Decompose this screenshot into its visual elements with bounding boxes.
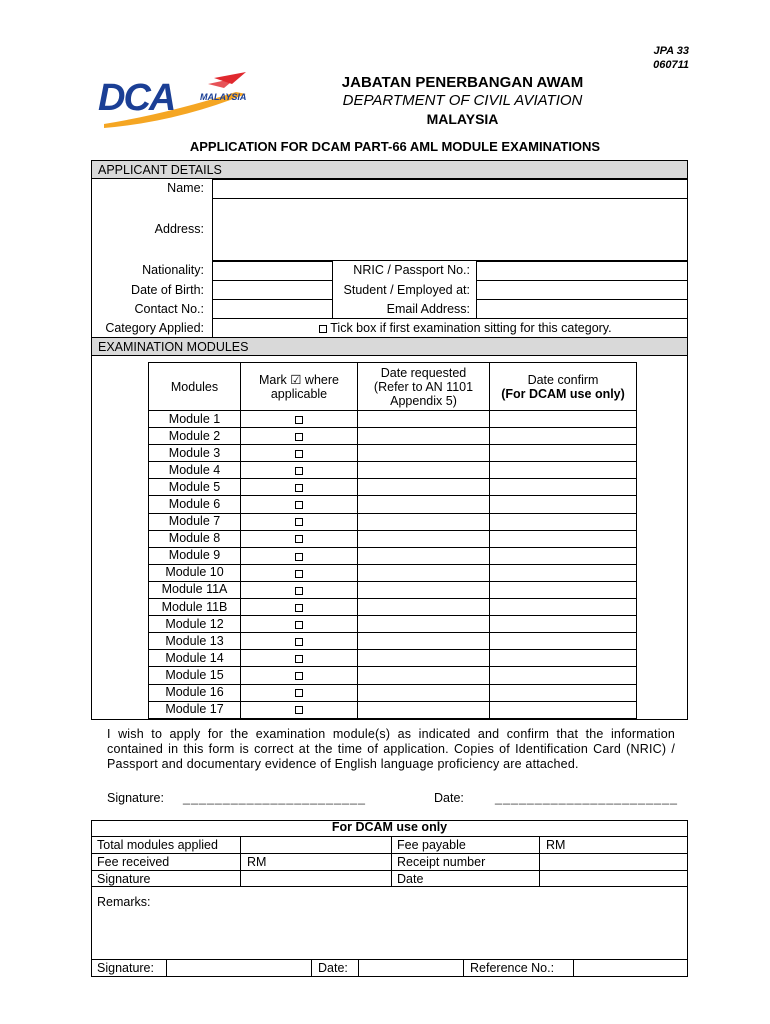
nric-label: NRIC / Passport No.: [353,263,470,277]
address-field[interactable] [212,198,688,261]
dcam-signature-label: Signature [97,872,151,886]
module-checkbox[interactable] [295,689,303,697]
bottom-col-divider [358,959,359,976]
module-checkbox[interactable] [295,501,303,509]
module-mark-cell [241,684,358,701]
module-mark-cell [241,667,358,684]
svg-text:DCA: DCA [98,77,175,119]
col-date-requested [358,363,490,411]
module-checkbox[interactable] [295,706,303,714]
module-row [149,496,637,513]
fee-received-label: Fee received [97,855,170,869]
date-requested-cell[interactable] [358,564,490,581]
fee-received-value: RM [247,855,267,869]
svg-text:MALAYSIA: MALAYSIA [200,92,247,102]
date-requested-cell[interactable] [358,684,490,701]
date-requested-cell[interactable] [358,599,490,616]
module-checkbox[interactable] [295,416,303,424]
module-row [149,530,637,547]
first-sitting-tick [319,321,612,335]
date-confirm-cell[interactable] [490,513,637,530]
module-checkbox[interactable] [295,655,303,663]
module-row [149,650,637,667]
module-name: Module 11B [149,599,241,616]
module-row [149,547,637,564]
module-mark-cell [241,633,358,650]
applicant-date-line[interactable]: _______________________ [495,791,678,805]
declaration-text: I wish to apply for the examination module(s) as indicated and confirm that the information contained in this form is correct at the time of application. Copies of Identification Card (NRIC) / Passport and documentary evidence of English language proficiency are attached. [107,727,675,771]
date-requested-cell[interactable] [358,479,490,496]
module-mark-cell [241,581,358,598]
department-heading [320,74,605,128]
dcam-divider [91,836,688,837]
dcam-col-divider [539,836,540,886]
department-country: MALAYSIA [426,111,499,127]
date-confirm-cell[interactable] [490,428,637,445]
fee-payable-label: Fee payable [397,838,466,852]
module-checkbox[interactable] [295,638,303,646]
student-field[interactable] [476,280,688,300]
module-name: Module 10 [149,564,241,581]
nationality-label: Nationality: [142,263,204,277]
date-requested-cell[interactable] [358,667,490,684]
exam-modules-header: EXAMINATION MODULES [92,338,687,356]
module-mark-cell [241,701,358,718]
module-row [149,462,637,479]
remarks-label: Remarks: [97,895,151,909]
date-confirm-cell[interactable] [490,581,637,598]
module-name: Module 3 [149,445,241,462]
module-mark-cell [241,650,358,667]
module-row [149,428,637,445]
date-requested-cell[interactable] [358,496,490,513]
module-mark-cell [241,599,358,616]
bottom-col-divider [463,959,464,976]
department-malay: JABATAN PENERBANGAN AWAM [341,74,584,91]
module-name: Module 9 [149,547,241,564]
applicant-signature-label: Signature: [107,791,164,805]
date-confirm-cell[interactable] [490,650,637,667]
dcam-date-label: Date [397,872,424,886]
student-label: Student / Employed at: [343,283,470,297]
module-name: Module 12 [149,616,241,633]
module-row [149,616,637,633]
module-mark-cell [241,411,358,428]
bottom-signature-label: Signature: [97,961,154,975]
module-name: Module 8 [149,530,241,547]
address-label: Address: [154,222,204,236]
date-confirm-cell[interactable] [490,462,637,479]
module-mark-cell [241,616,358,633]
form-code: JPA 33 [653,45,689,57]
nationality-field[interactable] [212,261,333,281]
module-name: Module 1 [149,411,241,428]
reference-no-label: Reference No.: [470,961,555,975]
form-title: APPLICATION FOR DCAM PART-66 AML MODULE EXAMINATIONS [189,139,601,154]
module-name: Module 5 [149,479,241,496]
module-row [149,513,637,530]
module-row [149,411,637,428]
module-checkbox[interactable] [295,450,303,458]
module-name: Module 15 [149,667,241,684]
module-mark-cell [241,564,358,581]
applicant-details-header: APPLICANT DETAILS [92,161,687,179]
date-confirm-cell[interactable] [490,701,637,718]
module-name: Module 11A [149,581,241,598]
module-name: Module 17 [149,701,241,718]
module-name: Module 6 [149,496,241,513]
date-confirm-cell[interactable] [490,496,637,513]
date-confirm-cell[interactable] [490,599,637,616]
dcam-use-header: For DCAM use only [331,820,448,834]
nric-field[interactable] [476,261,688,281]
date-confirm-cell[interactable] [490,684,637,701]
col-date-confirm [490,363,637,411]
dcam-row-divider [91,853,688,854]
module-mark-cell [241,445,358,462]
module-mark-cell [241,479,358,496]
category-label: Category Applied: [105,321,204,335]
date-confirm-cell[interactable] [490,616,637,633]
col-date-confirm-label: Date confirm [527,372,599,387]
bottom-date-label: Date: [318,961,348,975]
first-sitting-checkbox[interactable] [319,325,327,333]
date-confirm-cell[interactable] [490,667,637,684]
module-row [149,633,637,650]
email-label: Email Address: [386,302,470,316]
receipt-number-label: Receipt number [397,855,486,869]
name-label: Name: [167,181,204,195]
module-mark-cell [241,530,358,547]
date-requested-cell[interactable] [358,633,490,650]
module-mark-cell [241,547,358,564]
module-name: Module 14 [149,650,241,667]
module-checkbox[interactable] [295,535,303,543]
module-checkbox[interactable] [295,484,303,492]
module-checkbox[interactable] [295,518,303,526]
module-checkbox[interactable] [295,672,303,680]
module-row [149,479,637,496]
module-name: Module 16 [149,684,241,701]
module-checkbox[interactable] [295,621,303,629]
module-row [149,599,637,616]
module-checkbox[interactable] [295,433,303,441]
date-confirm-cell[interactable] [490,633,637,650]
col-modules: Modules [149,363,241,411]
email-field[interactable] [476,299,688,319]
modules-table-header [149,363,637,411]
module-checkbox[interactable] [295,467,303,475]
applicant-date-label: Date: [434,791,464,805]
date-confirm-cell[interactable] [490,479,637,496]
modules-table [148,362,637,719]
date-confirm-cell[interactable] [490,564,637,581]
module-rows [149,411,637,719]
module-row [149,684,637,701]
dcam-divider [91,886,688,887]
date-requested-cell[interactable] [358,701,490,718]
bottom-col-divider [166,959,167,976]
first-sitting-text: Tick box if first examination sitting for this category. [330,321,612,335]
module-mark-cell [241,513,358,530]
module-mark-cell [241,496,358,513]
col-date-requested-label: Date requested (Refer to AN 1101 Appendix 5) [373,365,474,408]
module-name: Module 2 [149,428,241,445]
module-checkbox[interactable] [295,570,303,578]
module-name: Module 4 [149,462,241,479]
date-requested-cell[interactable] [358,581,490,598]
module-name: Module 13 [149,633,241,650]
dob-field[interactable] [212,280,333,300]
module-checkbox[interactable] [295,553,303,561]
contact-label: Contact No.: [134,302,204,316]
col-date-confirm-note: (For DCAM use only) [501,386,625,401]
module-row [149,445,637,462]
module-checkbox[interactable] [295,604,303,612]
col-mark [241,363,358,411]
date-confirm-cell[interactable] [490,530,637,547]
module-mark-cell [241,428,358,445]
department-english: DEPARTMENT OF CIVIL AVIATION [342,92,583,109]
date-requested-cell[interactable] [358,530,490,547]
date-requested-cell[interactable] [358,462,490,479]
date-confirm-cell[interactable] [490,547,637,564]
date-requested-cell[interactable] [358,616,490,633]
document-reference [653,44,689,72]
form-revision: 060711 [653,59,689,71]
module-row [149,701,637,718]
date-confirm-cell[interactable] [490,411,637,428]
dca-logo [96,70,256,130]
bottom-col-divider [573,959,574,976]
name-field[interactable] [212,179,688,199]
date-requested-cell[interactable] [358,650,490,667]
dcam-col-divider [240,836,241,886]
module-name: Module 7 [149,513,241,530]
date-requested-cell[interactable] [358,411,490,428]
dcam-col-divider [391,836,392,886]
date-confirm-cell[interactable] [490,445,637,462]
col-mark-label: Mark ☑ where applicable [259,373,339,401]
fee-payable-value: RM [546,838,566,852]
date-requested-cell[interactable] [358,445,490,462]
applicant-signature-line[interactable]: _______________________ [183,791,366,805]
dob-label: Date of Birth: [131,283,204,297]
bottom-row-divider [91,959,688,960]
module-row [149,564,637,581]
contact-field[interactable] [212,299,333,319]
module-row [149,667,637,684]
module-checkbox[interactable] [295,587,303,595]
date-requested-cell[interactable] [358,547,490,564]
bottom-col-divider [311,959,312,976]
date-requested-cell[interactable] [358,428,490,445]
total-modules-label: Total modules applied [97,838,218,852]
module-mark-cell [241,462,358,479]
dcam-row-divider [91,870,688,871]
date-requested-cell[interactable] [358,513,490,530]
module-row [149,581,637,598]
